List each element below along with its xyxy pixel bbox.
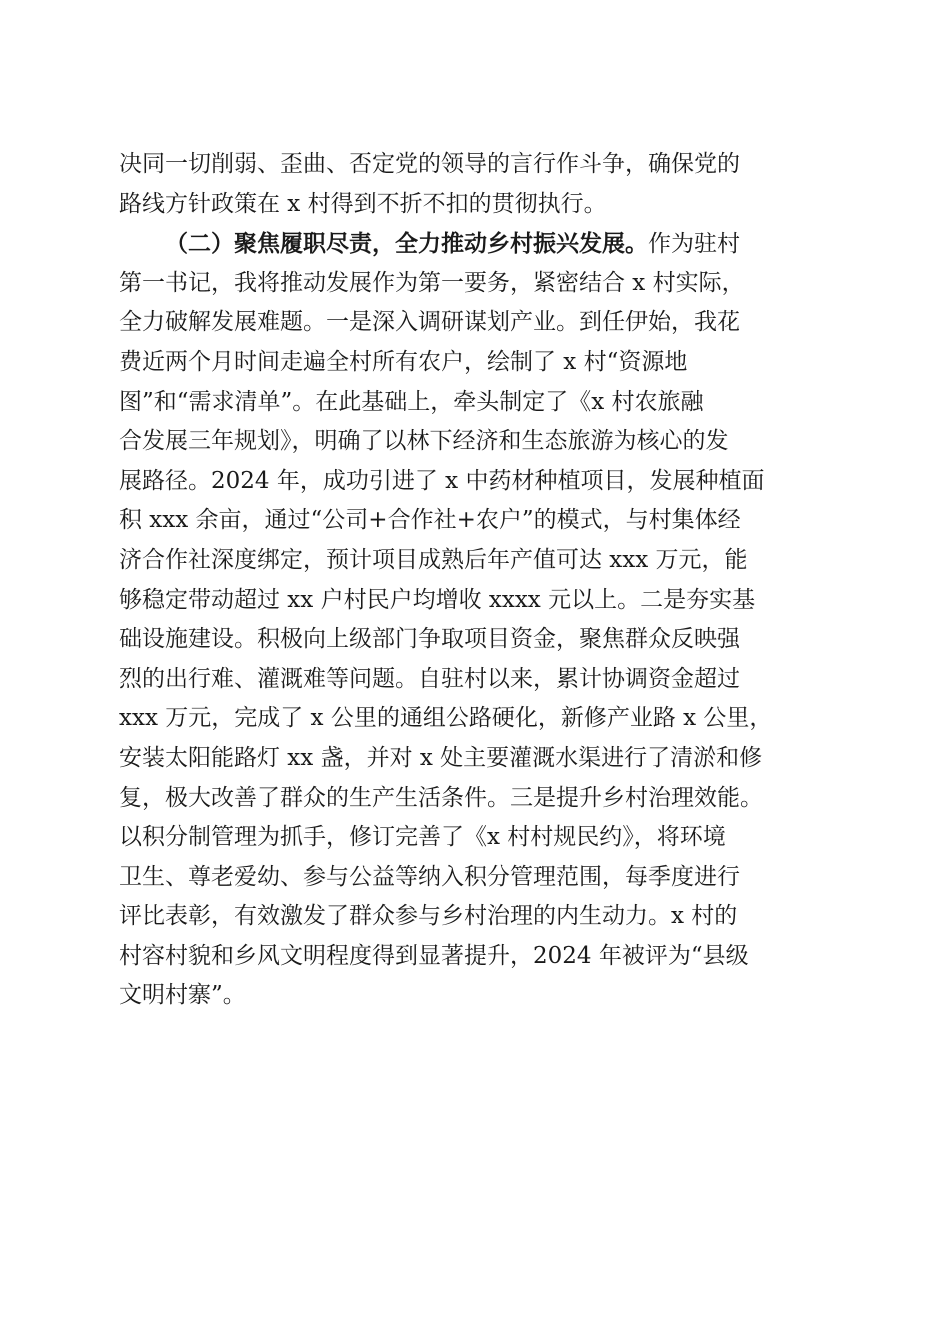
- text-line: 图”和“需求清单”。在此基础上，牵头制定了《x 村农旅融: [119, 388, 704, 415]
- text-line: 安装太阳能路灯 xx 盏，并对 x 处主要灌溉水渠进行了清淤和修: [119, 744, 763, 771]
- text-line: 卫生、尊老爱幼、参与公益等纳入积分管理范围，每季度进行: [119, 863, 740, 890]
- text-line: 评比表彰，有效激发了群众参与乡村治理的内生动力。x 村的: [119, 903, 738, 930]
- text-line: 烈的出行难、灌溉难等问题。自驻村以来，累计协调资金超过: [119, 665, 740, 692]
- text-line: xxx 万元，完成了 x 公里的通组公路硬化，新修产业路 x 公里，: [119, 705, 773, 732]
- text-line: 复，极大改善了群众的生产生活条件。三是提升乡村治理效能。: [119, 784, 763, 811]
- text-line: 村容村貌和乡风文明程度得到显著提升，2024 年被评为“县级: [119, 942, 749, 969]
- document-body: [119, 145, 839, 1016]
- text-line: 展路径。2024 年，成功引进了 x 中药材种植项目，发展种植面: [119, 467, 765, 494]
- text-line: 合发展三年规划》，明确了以林下经济和生态旅游为核心的发: [119, 428, 729, 455]
- text-line: 础设施建设。积极向上级部门争取项目资金，聚焦群众反映强: [119, 626, 740, 653]
- text-line: 第一书记，我将推动发展作为第一要务，紧密结合 x 村实际，: [119, 269, 745, 296]
- text-line: 济合作社深度绑定，预计项目成熟后年产值可达 xxx 万元，能: [119, 546, 748, 573]
- text-line: 全力破解发展难题。一是深入调研谋划产业。到任伊始，我花: [119, 309, 740, 336]
- text-line: 费近两个月时间走遍全村所有农户，绘制了 x 村“资源地: [119, 348, 688, 375]
- section-heading: （二）聚焦履职尽责，全力推动乡村振兴发展。: [165, 230, 648, 258]
- section-first-line-rest: 作为驻村: [648, 231, 740, 258]
- text-line: 够稳定带动超过 xx 户村民户均增收 xxxx 元以上。二是夯实基: [119, 586, 756, 613]
- text-line: 文明村寨”。: [119, 982, 246, 1009]
- text-line: 路线方针政策在 x 村得到不折不扣的贯彻执行。: [119, 190, 607, 217]
- section-first-line: [119, 224, 839, 264]
- text-line: 决同一切削弱、歪曲、否定党的领导的言行作斗争，确保党的: [119, 151, 740, 177]
- text-line: 以积分制管理为抓手，修订完善了《x 村村规民约》，将环境: [119, 824, 726, 851]
- text-line: 积 xxx 余亩，通过“公司+合作社+农户”的模式，与村集体经: [119, 507, 741, 534]
